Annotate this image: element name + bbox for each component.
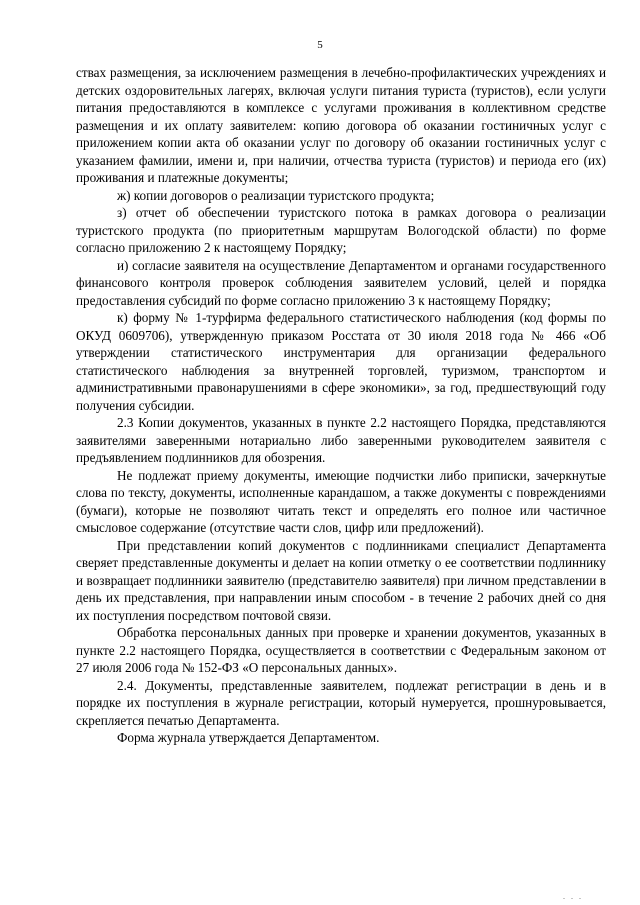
paragraph-accommodation-continuation: ствах размещения, за исключением размещения в лечебно-профилактических учреждениях и детских оздоровительных лагерях, включая услуги питания туриста (туристов), если услуги питания предоставляются в комплексе с услугами проживания в коллективном средстве размещения и их оплату заявителем: копию договора об оказании гостиничных услуг с приложением копии акта об оказании услуг по договору об оказании гостиничных услуг с указанием фамилии, имени и, при наличии, отчества туриста (туристов) и периода его (их) проживания и платежные документы;: [76, 65, 606, 185]
paragraph-verification-procedure: При представлении копий документов с подлинниками специалист Департамента сверяет представленные документы и делает на копии отметку о ее соответствии подлиннику и возвращает подлинники заявителю (представителю заявителя) при личном представлении в день их представления, при направлении иным способом - в течение 2 рабочих дней со дня их поступления посредством почтовой связи.: [76, 537, 606, 623]
paragraph-journal-form: Форма журнала утверждается Департаментом.: [117, 730, 380, 745]
page-number: 5: [317, 39, 323, 51]
paragraph-personal-data: Обработка персональных данных при проверке и хранении документов, указанных в пункте 2.2 настоящего Порядка, осуществляется в соответствии с Федеральным законом от 27 июля 2006 года № 152-ФЗ «О персональных данных».: [76, 625, 606, 675]
paragraph-item-zh: ж) копии договоров о реализации туристского продукта;: [117, 187, 435, 203]
paragraph-item-k: к) форму № 1-турфирма федерального статистического наблюдения (код формы по ОКУД 0609706), утвержденную приказом Росстата от 30 июля 2018 года № 466 «Об утверждении статистического инструментария для организации федерального статистического наблюдения за внутренней торговлей, туризмом, транспортом и административными правонарушениями в сфере экономики», за год, предшествующий году получения субсидии.: [76, 310, 606, 413]
paragraph-clause-2-3: 2.3 Копии документов, указанных в пункте 2.2 настоящего Порядка, представляются заявителями заверенными нотариально либо заверенными руководителем заявителя с предъявлением подлинников для обозрения.: [76, 415, 606, 465]
document-body: [76, 64, 606, 747]
paragraph-clause-2-4: 2.4. Документы, представленные заявителем, подлежат регистрации в день и в порядке их поступления в журнале регистрации, который нумеруется, прошнуровывается, скрепляется печатью Департамента.: [76, 677, 606, 728]
paragraph-item-z: з) отчет об обеспечении туристского потока в рамках договора о реализации туристского продукта (по приоритетным маршрутам Вологодской области) по форме согласно приложению 2 к настоящему Порядку;: [76, 205, 606, 255]
paragraph-rejection-rules: Не подлежат приему документы, имеющие подчистки либо приписки, зачеркнутые слова по тексту, документы, исполненные карандашом, а также документы с повреждениями (бумаги), которые не позволяют читать текст и определять его полное или частичное смысловое содержание (отсутствие части слов, цифр или предложений).: [76, 467, 606, 535]
paragraph-item-i: и) согласие заявителя на осуществление Департаментом и органами государственного финансового контроля проверок соблюдения заявителем условий, целей и порядка предоставления субсидий по форме согласно приложению 3 к настоящему Порядку;: [76, 257, 606, 308]
corner-mark: . . .: [563, 892, 583, 901]
